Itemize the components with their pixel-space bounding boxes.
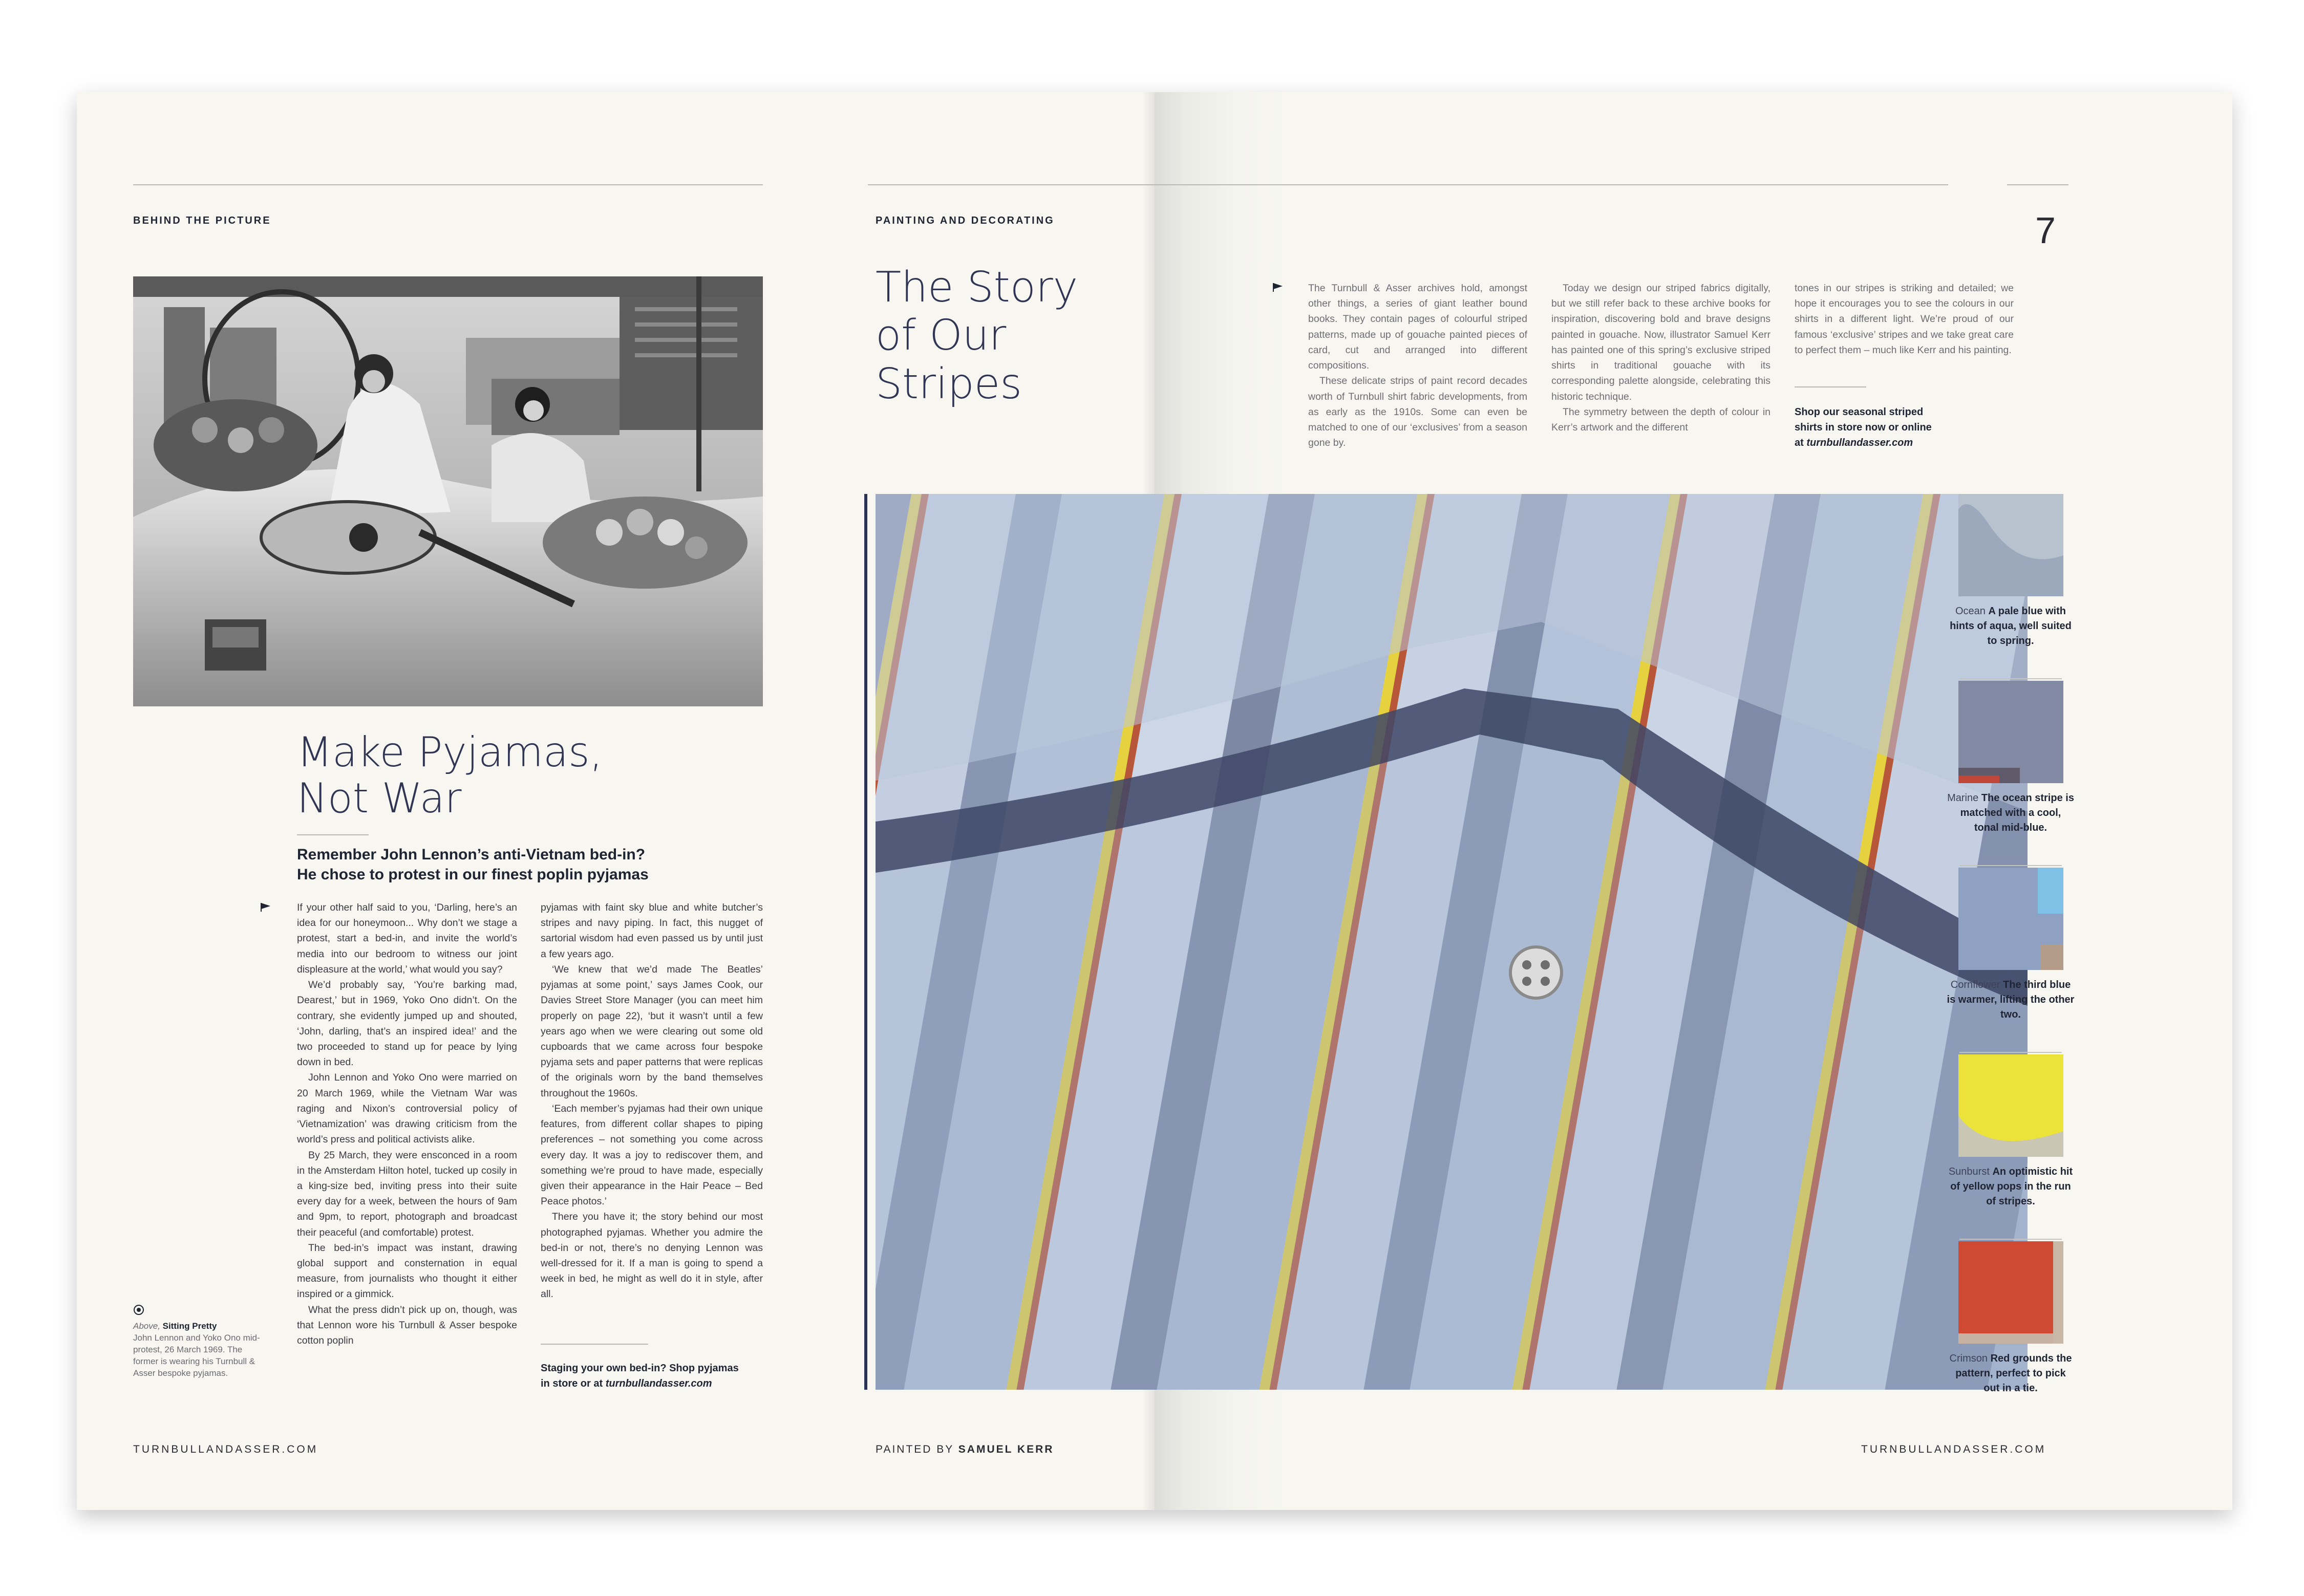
right-cta: [1795, 404, 2015, 450]
left-body-column-1: [297, 900, 517, 1348]
paragraph: There you have it; the story behind our most photographed pyjamas. Whether you admire the bed-in or not, there’s no denying Lennon was well-dressed for it. If a man is going to spend a week in bed, he might as well do it in style, after all.: [541, 1211, 763, 1300]
paragraph: These delicate strips of paint record decades worth of Turnbull shirt fabric developments, from as early as the 1910s. Some can even be matched to one of our ‘exclusives’ from a season gone by.: [1308, 375, 1527, 449]
swatch-marine: [1958, 681, 2063, 783]
paragraph: The Turnbull & Asser archives hold, amongst other things, a series of giant leather bound books. They contain pages of colourful striped patterns, made up of gouache painted pieces of card, cut and arranged into different compositions.: [1308, 283, 1527, 372]
painter-name: SAMUEL KERR: [958, 1443, 1054, 1455]
cta-line-1: Shop our seasonal striped: [1795, 406, 1924, 418]
left-body-column-2: [541, 900, 763, 1302]
left-deck: [297, 845, 758, 885]
bed-in-photo-illustration: [133, 276, 763, 706]
deck-line-1: Remember John Lennon’s anti-Vietnam bed-in?: [297, 846, 646, 863]
swatch-label-ocean: Ocean A pale blue with hints of aqua, well suited to spring.: [1950, 606, 2072, 646]
swatch-label-crimson: Crimson Red grounds the pattern, perfect to pick out in a tie.: [1949, 1353, 2072, 1394]
left-footer-url[interactable]: TURNBULLANDASSER.COM: [133, 1443, 318, 1455]
target-icon: [133, 1304, 144, 1315]
headline-rule: [297, 834, 369, 835]
top-rule: [133, 184, 763, 185]
cta-rule: [541, 1344, 648, 1345]
paragraph: pyjamas with faint sky blue and white butcher’s stripes and navy piping. In fact, this nugget of sartorial wisdom had even passed us by until just a few years ago.: [541, 902, 763, 960]
right-body-column-2: [1551, 281, 1770, 435]
left-headline-line-2: Not War: [297, 774, 462, 822]
paragraph: tones in our stripes is striking and detailed; we hope it encourages you to see the colours in our shirts in a different light. We’re proud of our famous ‘exclusive’ stripes and we take great care to perfect them – much like Kerr and his painting.: [1795, 283, 2014, 356]
right-footer-url[interactable]: TURNBULLANDASSER.COM: [1861, 1443, 2046, 1455]
swatch-divider: [1959, 865, 2062, 866]
right-headline-line-3: Stripes: [876, 359, 1022, 408]
swatch-label-cornflower: Cornflower The third blue is warmer, lifting the other two.: [1947, 979, 2075, 1020]
left-headline-line-1: Make Pyjamas,: [297, 728, 603, 776]
paragraph: If your other half said to you, ‘Darling, here’s an idea for our honeymoon... Why don’t we stage a protest, start a bed-in, and invite the world’s media into our bedroom to witness our joint displeasure at the world,’ what would you say?: [297, 902, 517, 975]
right-page: [876, 92, 2232, 1510]
caption-title: Sitting Pretty: [162, 1321, 217, 1331]
swatch-divider: [1959, 678, 2062, 679]
cta-url-link[interactable]: turnbullandasser.com: [1806, 437, 1913, 448]
striped-shirt-painting: [876, 494, 2028, 1390]
right-body-column-3: [1795, 281, 2014, 358]
section-label: BEHIND THE PICTURE: [133, 215, 271, 226]
deck-line-2: He chose to protest in our finest poplin pyjamas: [297, 866, 649, 883]
cta-line-2: shirts in store now or online: [1795, 422, 1932, 433]
paragraph: John Lennon and Yoko Ono were married on 20 March 1969, while the Vietnam War was raging and Nixon’s controversial policy of ‘Vietnamization’ was drawing criticism from the world’s press and political activists alike.: [297, 1072, 517, 1146]
swatch-ocean: [1958, 494, 2063, 596]
paragraph: The symmetry between the depth of colour in Kerr’s artwork and the different: [1551, 406, 1770, 433]
right-headline-line-1: The Story: [876, 263, 1078, 312]
left-cta: [541, 1361, 766, 1391]
photo-caption: Above, Sitting Pretty John Lennon and Yoko Ono mid-protest, 26 March 1969. The former is wearing his Turnbull & Asser bespoke pyjamas.: [133, 1321, 266, 1379]
cta-line-3: at turnbullandasser.com: [1795, 437, 1913, 448]
top-rule-right: [868, 184, 1948, 185]
flag-icon: [1272, 283, 1284, 292]
top-rule-pagenum: [2007, 184, 2068, 185]
accent-vertical-line: [864, 494, 867, 1390]
paragraph: ‘We knew that we’d made The Beatles’ pyjamas at some point,’ says James Cook, our Davies Street Store Manager (you can meet him properly on page 22), ‘but it wasn’t until a few years ago when we were clearing out some old cupboards that we came across four bespoke pyjama sets and paper patterns that were replicas of the originals worn by the band themselves throughout the 1960s.: [541, 963, 763, 1099]
shirt-painting-illustration: [876, 494, 2028, 1390]
cta-rule-right: [1795, 386, 1866, 387]
paragraph: The bed-in’s impact was instant, drawing global support and consternation in equal measure, from journalists who thought it either inspired or a gimmick.: [297, 1242, 517, 1300]
section-label-right: PAINTING AND DECORATING: [876, 215, 1055, 226]
swatch-cornflower: [1958, 868, 2063, 970]
paragraph: We’d probably say, ‘You’re barking mad, Dearest,’ but in 1969, Yoko Ono didn’t. On the contrary, she evidently jumped up and shouted, ‘John, darling, that’s an inspired idea!’ and the two proceeded to stand up for peace by lying down in bed.: [297, 979, 517, 1068]
paragraph: What the press didn’t pick up on, though, was that Lennon wore his Turnbull & Asser bespoke cotton poplin: [297, 1304, 517, 1347]
swatch-crimson: [1958, 1241, 2063, 1344]
right-headline-line-2: of Our: [876, 311, 1007, 360]
caption-body: John Lennon and Yoko Ono mid-protest, 26 March 1969. The former is wearing his Turnbull & Asser bespoke pyjamas.: [133, 1332, 260, 1378]
bed-in-photo: [133, 276, 763, 706]
paragraph: By 25 March, they were ensconced in a room in the Amsterdam Hilton hotel, tucked up cosily in a king-size bed, inviting press into their suite every day for a week, between the hours of 9am and 9pm, to report, photograph and broadcast their peaceful (and comfortable) protest.: [297, 1149, 517, 1238]
flag-icon: [260, 902, 271, 912]
paragraph: Today we design our striped fabrics digitally, but we still refer back to these archive books for inspiration, discovering bold and brave designs painted in gouache. Now, illustrator Samuel Kerr has painted one of this spring’s exclusive striped shirts in traditional gouache with its corresponding palette alongside, celebrating this historic technique.: [1551, 283, 1770, 402]
cta-line-1: Staging your own bed-in? Shop pyjamas: [541, 1363, 739, 1374]
right-body-column-1: [1308, 281, 1527, 450]
swatch-divider: [1959, 1239, 2062, 1240]
right-headline: [876, 264, 1078, 408]
cta-url-link[interactable]: turnbullandasser.com: [605, 1378, 712, 1389]
cta-line-2: in store or at turnbullandasser.com: [541, 1378, 712, 1389]
swatch-label-sunburst: Sunburst An optimistic hit of yellow pops in the run of stripes.: [1948, 1166, 2073, 1207]
swatch-label-marine: Marine The ocean stripe is matched with a cool, tonal mid-blue.: [1947, 792, 2074, 833]
paragraph: ‘Each member’s pyjamas had their own unique features, from different collar shapes to piping preferences – not something you come across every day. It was a joy to rediscover them, and something we’re proud to have made, especially given their appearance in the Hair Peace – Bed Peace photos.’: [541, 1103, 763, 1207]
left-headline: [297, 729, 603, 821]
page-number: 7: [2035, 210, 2056, 251]
magazine-spread: [77, 92, 2232, 1510]
swatch-divider: [1959, 1052, 2062, 1053]
painting-credit: PAINTED BY SAMUEL KERR: [876, 1443, 1054, 1455]
swatch-sunburst: [1958, 1054, 2063, 1157]
